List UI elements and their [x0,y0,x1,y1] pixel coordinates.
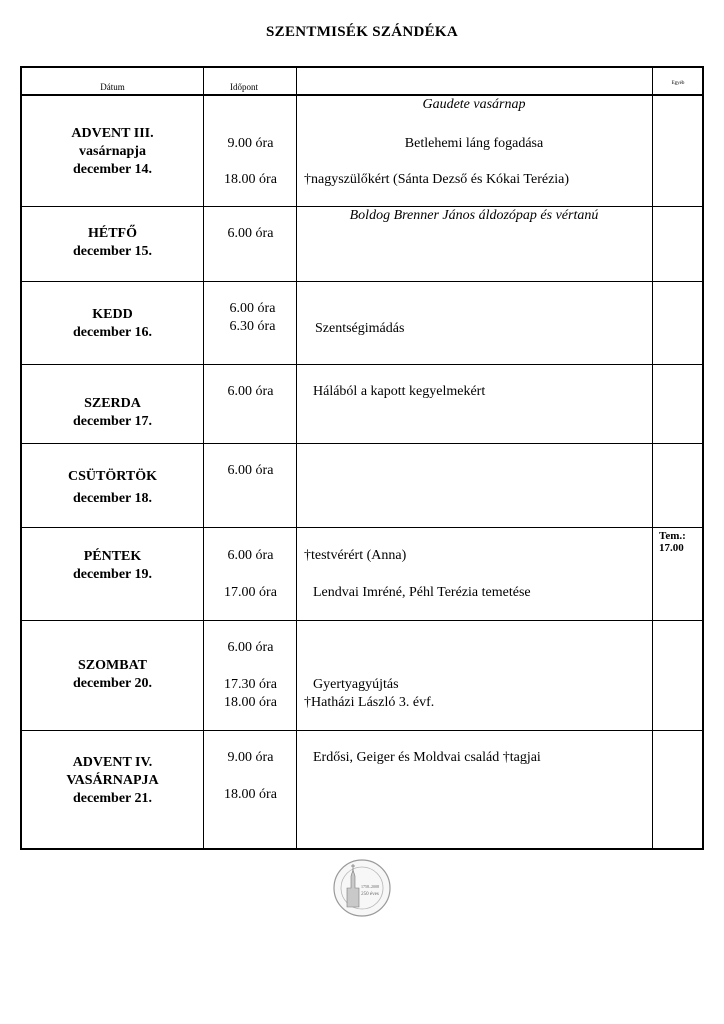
funeral-time: 17.00 [659,542,684,554]
day-name: CSÜTÖRTÖK [68,469,157,484]
other-note [659,530,686,554]
mass-time: 6.00 óra [229,301,276,316]
day-date: december 20. [72,676,153,691]
funeral-label: Tem.: [659,530,686,542]
day-name: ADVENT IV. [72,755,153,770]
day-cell [22,754,203,808]
day-cell [22,548,203,584]
mass-schedule-table [20,66,704,850]
row-separator [22,281,702,282]
mass-time: 17.30 óra [224,677,277,692]
row-separator [22,730,702,731]
row-separator [22,443,702,444]
seal-years: 1758–2008 [361,884,379,889]
mass-intention: Erdősi, Geiger és Moldvai család †tagjai [313,750,541,765]
mass-time: 6.30 óra [229,319,276,334]
day-subtitle: VASÁRNAPJA [66,773,159,788]
day-name: PÉNTEK [83,549,142,564]
page-title: SZENTMISÉK SZÁNDÉKA [266,24,458,40]
row-separator [22,620,702,621]
feast-label: Boldog Brenner János áldozópap és vértanú [349,208,599,223]
mass-intention: †testvérért (Anna) [304,548,407,563]
day-date: december 17. [72,414,153,429]
day-date: december 14. [72,162,153,177]
day-date: december 18. [72,491,153,506]
day-date: december 21. [72,791,153,806]
mass-time: 18.00 óra [224,172,277,187]
mass-time: 18.00 óra [224,787,277,802]
day-cell [22,466,203,510]
seal-anniversary: 250 éves [361,892,379,897]
row-separator [22,364,702,365]
mass-time: 17.00 óra [224,585,277,600]
day-name: SZOMBAT [78,658,147,673]
row-separator [22,206,702,207]
day-name: SZERDA [84,396,141,411]
mass-intention: Betlehemi láng fogadása [404,136,544,151]
day-name: HÉTFŐ [87,226,137,241]
day-cell [22,125,203,179]
day-cell [22,395,203,431]
day-cell [22,225,203,261]
header-other: Egyéb [671,81,685,86]
column-divider [652,68,653,848]
mass-intention: †nagyszülőkért (Sánta Dezső és Kókai Terézia) [304,172,570,187]
mass-intention: Hálából a kapott kegyelmekért [313,384,486,399]
header-time: Időpont [230,82,258,92]
mass-time: 9.00 óra [227,750,274,765]
mass-intention: Gyertyagyújtás [313,677,399,692]
row-separator [22,527,702,528]
mass-intention: Lendvai Imréné, Péhl Terézia temetése [313,585,531,600]
day-name: ADVENT III. [71,126,154,141]
day-date: december 16. [72,325,153,340]
day-name: KEDD [92,307,133,322]
day-date: december 15. [72,244,153,259]
mass-time: 18.00 óra [224,695,277,710]
mass-time: 6.00 óra [227,463,274,478]
day-date: december 19. [72,567,153,582]
mass-time: 6.00 óra [227,640,274,655]
feast-label: Gaudete vasárnap [422,97,526,112]
mass-time: 6.00 óra [227,226,274,241]
mass-time: 6.00 óra [227,548,274,563]
day-subtitle: vasárnapja [79,144,146,159]
day-cell [22,657,203,693]
day-cell [22,306,203,342]
parish-seal-icon [332,858,392,918]
mass-time: 9.00 óra [227,136,274,151]
header-separator [22,94,702,96]
mass-intention: †Hatházi László 3. évf. [304,695,435,710]
header-date: Dátum [100,82,125,92]
mass-time: 6.00 óra [227,384,274,399]
mass-intention: Szentségimádás [315,321,405,336]
